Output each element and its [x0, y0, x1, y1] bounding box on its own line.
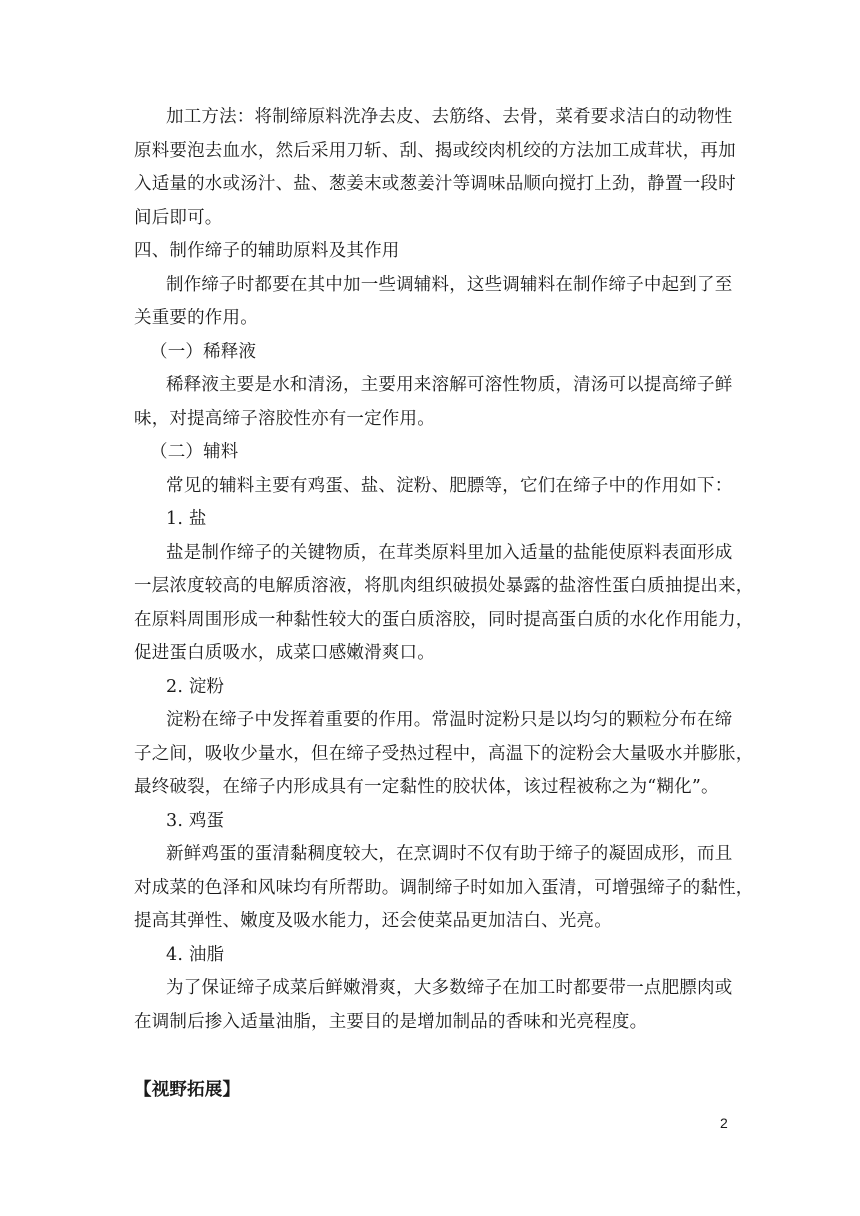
subheading-diluent: （一）稀释液: [150, 342, 257, 362]
paragraph-line: 淀粉在缔子中发挥着重要的作用。常温时淀粉只是以均匀的颗粒分布在缔: [166, 710, 733, 730]
section-heading-extension: 【视野拓展】: [134, 1080, 241, 1100]
paragraph-line: 提高其弹性、嫩度及吸水能力，还会使菜品更加洁白、光亮。: [134, 911, 612, 931]
paragraph-line: 为了保证缔子成菜后鲜嫩滑爽，大多数缔子在加工时都要带一点肥膘肉或: [166, 978, 733, 998]
paragraph-line: 新鲜鸡蛋的蛋清黏稠度较大，在烹调时不仅有助于缔子的凝固成形，而且: [166, 844, 733, 864]
paragraph-line: 味，对提高缔子溶胶性亦有一定作用。: [134, 409, 435, 429]
paragraph-line: 在原料周围形成一种黏性较大的蛋白质溶胶，同时提高蛋白质的水化作用能力，: [134, 610, 754, 630]
page-number: 2: [720, 1115, 728, 1131]
paragraph-line: 关重要的作用。: [134, 308, 258, 328]
paragraph-line: 常见的辅料主要有鸡蛋、盐、淀粉、肥膘等，它们在缔子中的作用如下：: [166, 476, 733, 496]
paragraph-line: 盐是制作缔子的关键物质，在茸类原料里加入适量的盐能使原料表面形成: [166, 543, 733, 563]
item-heading-oil: 4. 油脂: [166, 945, 225, 965]
subheading-auxiliary: （二）辅料: [150, 442, 239, 462]
paragraph-line: 促进蛋白质吸水，成菜口感嫩滑爽口。: [134, 643, 435, 663]
paragraph-line: 在调制后掺入适量油脂，主要目的是增加制品的香味和光亮程度。: [134, 1012, 648, 1032]
paragraph-line: 原料要泡去血水，然后采用刀斩、刮、揭或绞肉机绞的方法加工成茸状，再加: [134, 141, 736, 161]
item-heading-egg: 3. 鸡蛋: [166, 811, 225, 831]
paragraph-line: 最终破裂，在缔子内形成具有一定黏性的胶状体，该过程被称之为“糊化”。: [134, 777, 719, 797]
paragraph-line: 一层浓度较高的电解质溶液，将肌肉组织破损处暴露的盐溶性蛋白质抽提出来，: [134, 576, 754, 596]
section-heading-4: 四、制作缔子的辅助原料及其作用: [134, 241, 400, 261]
paragraph-line: 稀释液主要是水和清汤，主要用来溶解可溶性物质，清汤可以提高缔子鲜: [166, 375, 733, 395]
paragraph-line: 制作缔子时都要在其中加一些调辅料，这些调辅料在制作缔子中起到了至: [166, 275, 733, 295]
paragraph-line: 子之间，吸收少量水，但在缔子受热过程中，高温下的淀粉会大量吸水并膨胀，: [134, 744, 754, 764]
paragraph-line: 对成菜的色泽和风味均有所帮助。调制缔子时如加入蛋清，可增强缔子的黏性，: [134, 878, 754, 898]
paragraph-line: 间后即可。: [134, 208, 223, 228]
paragraph-line: 加工方法：将制缔原料洗净去皮、去筋络、去骨，菜肴要求洁白的动物性: [166, 107, 733, 127]
item-heading-salt: 1. 盐: [166, 509, 207, 529]
paragraph-line: 入适量的水或汤汁、盐、葱姜末或葱姜汁等调味品顺向搅打上劲，静置一段时: [134, 174, 736, 194]
item-heading-starch: 2. 淀粉: [166, 677, 225, 697]
